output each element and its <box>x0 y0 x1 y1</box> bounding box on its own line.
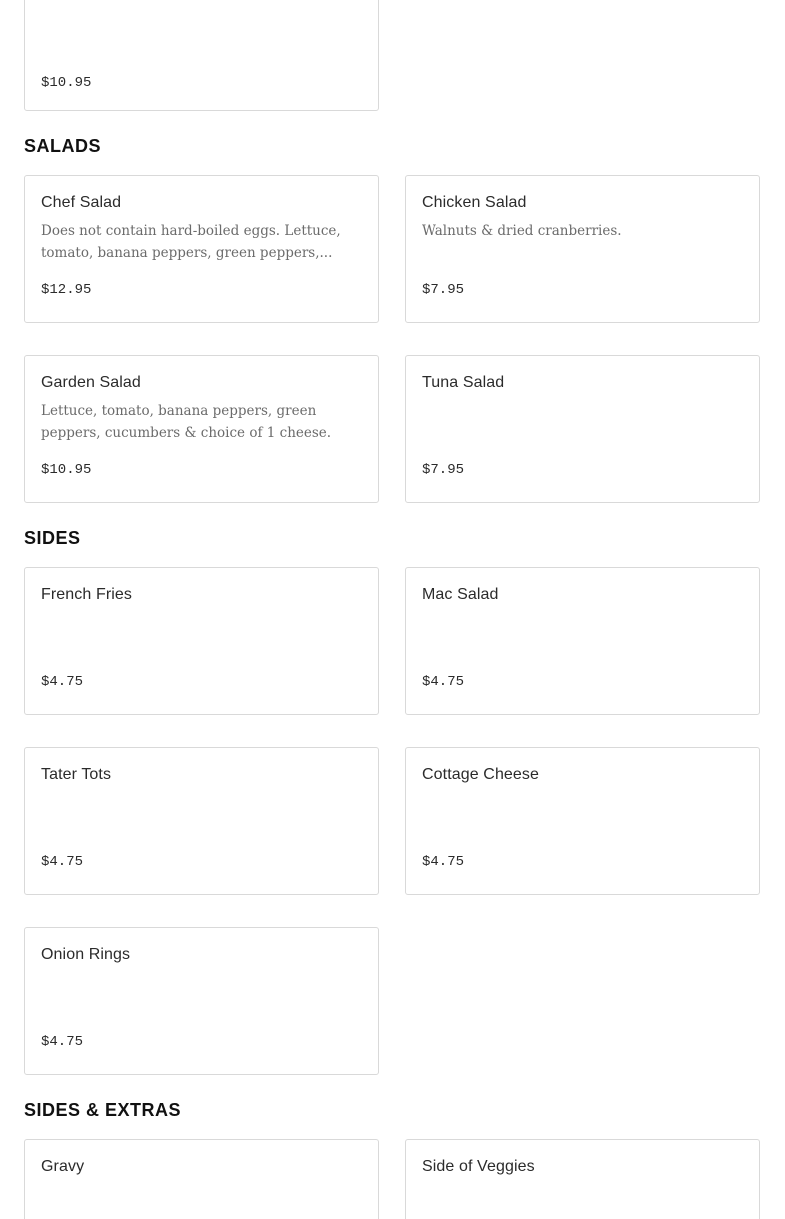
menu-item-price: $10.95 <box>41 75 92 91</box>
menu-item-name: Gravy <box>41 1158 85 1175</box>
menu-item-card[interactable] <box>405 747 760 895</box>
menu-item-name: Mac Salad <box>422 586 499 603</box>
menu-item-name: Tater Tots <box>41 766 112 783</box>
menu-item-name: Chicken Salad <box>422 194 527 211</box>
menu-item-price: $10.95 <box>41 462 92 478</box>
menu-item-price: $4.75 <box>41 854 84 870</box>
menu-item-card[interactable] <box>24 175 379 323</box>
section-title-sides-extras: SIDES & EXTRAS <box>24 1100 182 1120</box>
menu-item-card[interactable] <box>405 175 760 323</box>
menu-item-card[interactable] <box>24 1139 379 1219</box>
menu-item-price: $7.95 <box>422 282 465 298</box>
menu-item-name: Tuna Salad <box>422 374 505 391</box>
menu-item-price: $4.75 <box>422 854 465 870</box>
menu-item-description: Lettuce, tomato, banana peppers, green peppers, cucumbers & choice of 1 cheese. <box>41 403 332 441</box>
menu-item-price: $4.75 <box>41 1034 84 1050</box>
menu-item-description: Does not contain hard-boiled eggs. Lettuce, tomato, banana peppers, green peppers,... <box>41 223 341 261</box>
menu-item-card[interactable] <box>24 747 379 895</box>
menu-item-name: French Fries <box>41 586 132 603</box>
menu-item-card[interactable] <box>24 355 379 503</box>
menu-item-name: Onion Rings <box>41 946 131 963</box>
menu-item-name: Side of Veggies <box>422 1158 535 1175</box>
menu-item-name: Cottage Cheese <box>422 766 540 783</box>
menu-item-card[interactable] <box>24 0 379 111</box>
menu-item-card[interactable] <box>405 355 760 503</box>
menu-item-price: $4.75 <box>422 674 465 690</box>
menu-item-card[interactable] <box>405 1139 760 1219</box>
menu-item-price: $4.75 <box>41 674 84 690</box>
menu-item-price: $7.95 <box>422 462 465 478</box>
menu-item-price: $12.95 <box>41 282 92 298</box>
section-title-sides: SIDES <box>24 528 81 548</box>
menu-item-card[interactable] <box>24 927 379 1075</box>
menu-item-card[interactable] <box>405 567 760 715</box>
menu-item-name: Garden Salad <box>41 374 141 391</box>
menu-item-name: Chef Salad <box>41 194 122 211</box>
section-title-salads: SALADS <box>24 136 102 156</box>
menu-item-card[interactable] <box>24 567 379 715</box>
menu-item-description: Walnuts & dried cranberries. <box>422 223 622 239</box>
